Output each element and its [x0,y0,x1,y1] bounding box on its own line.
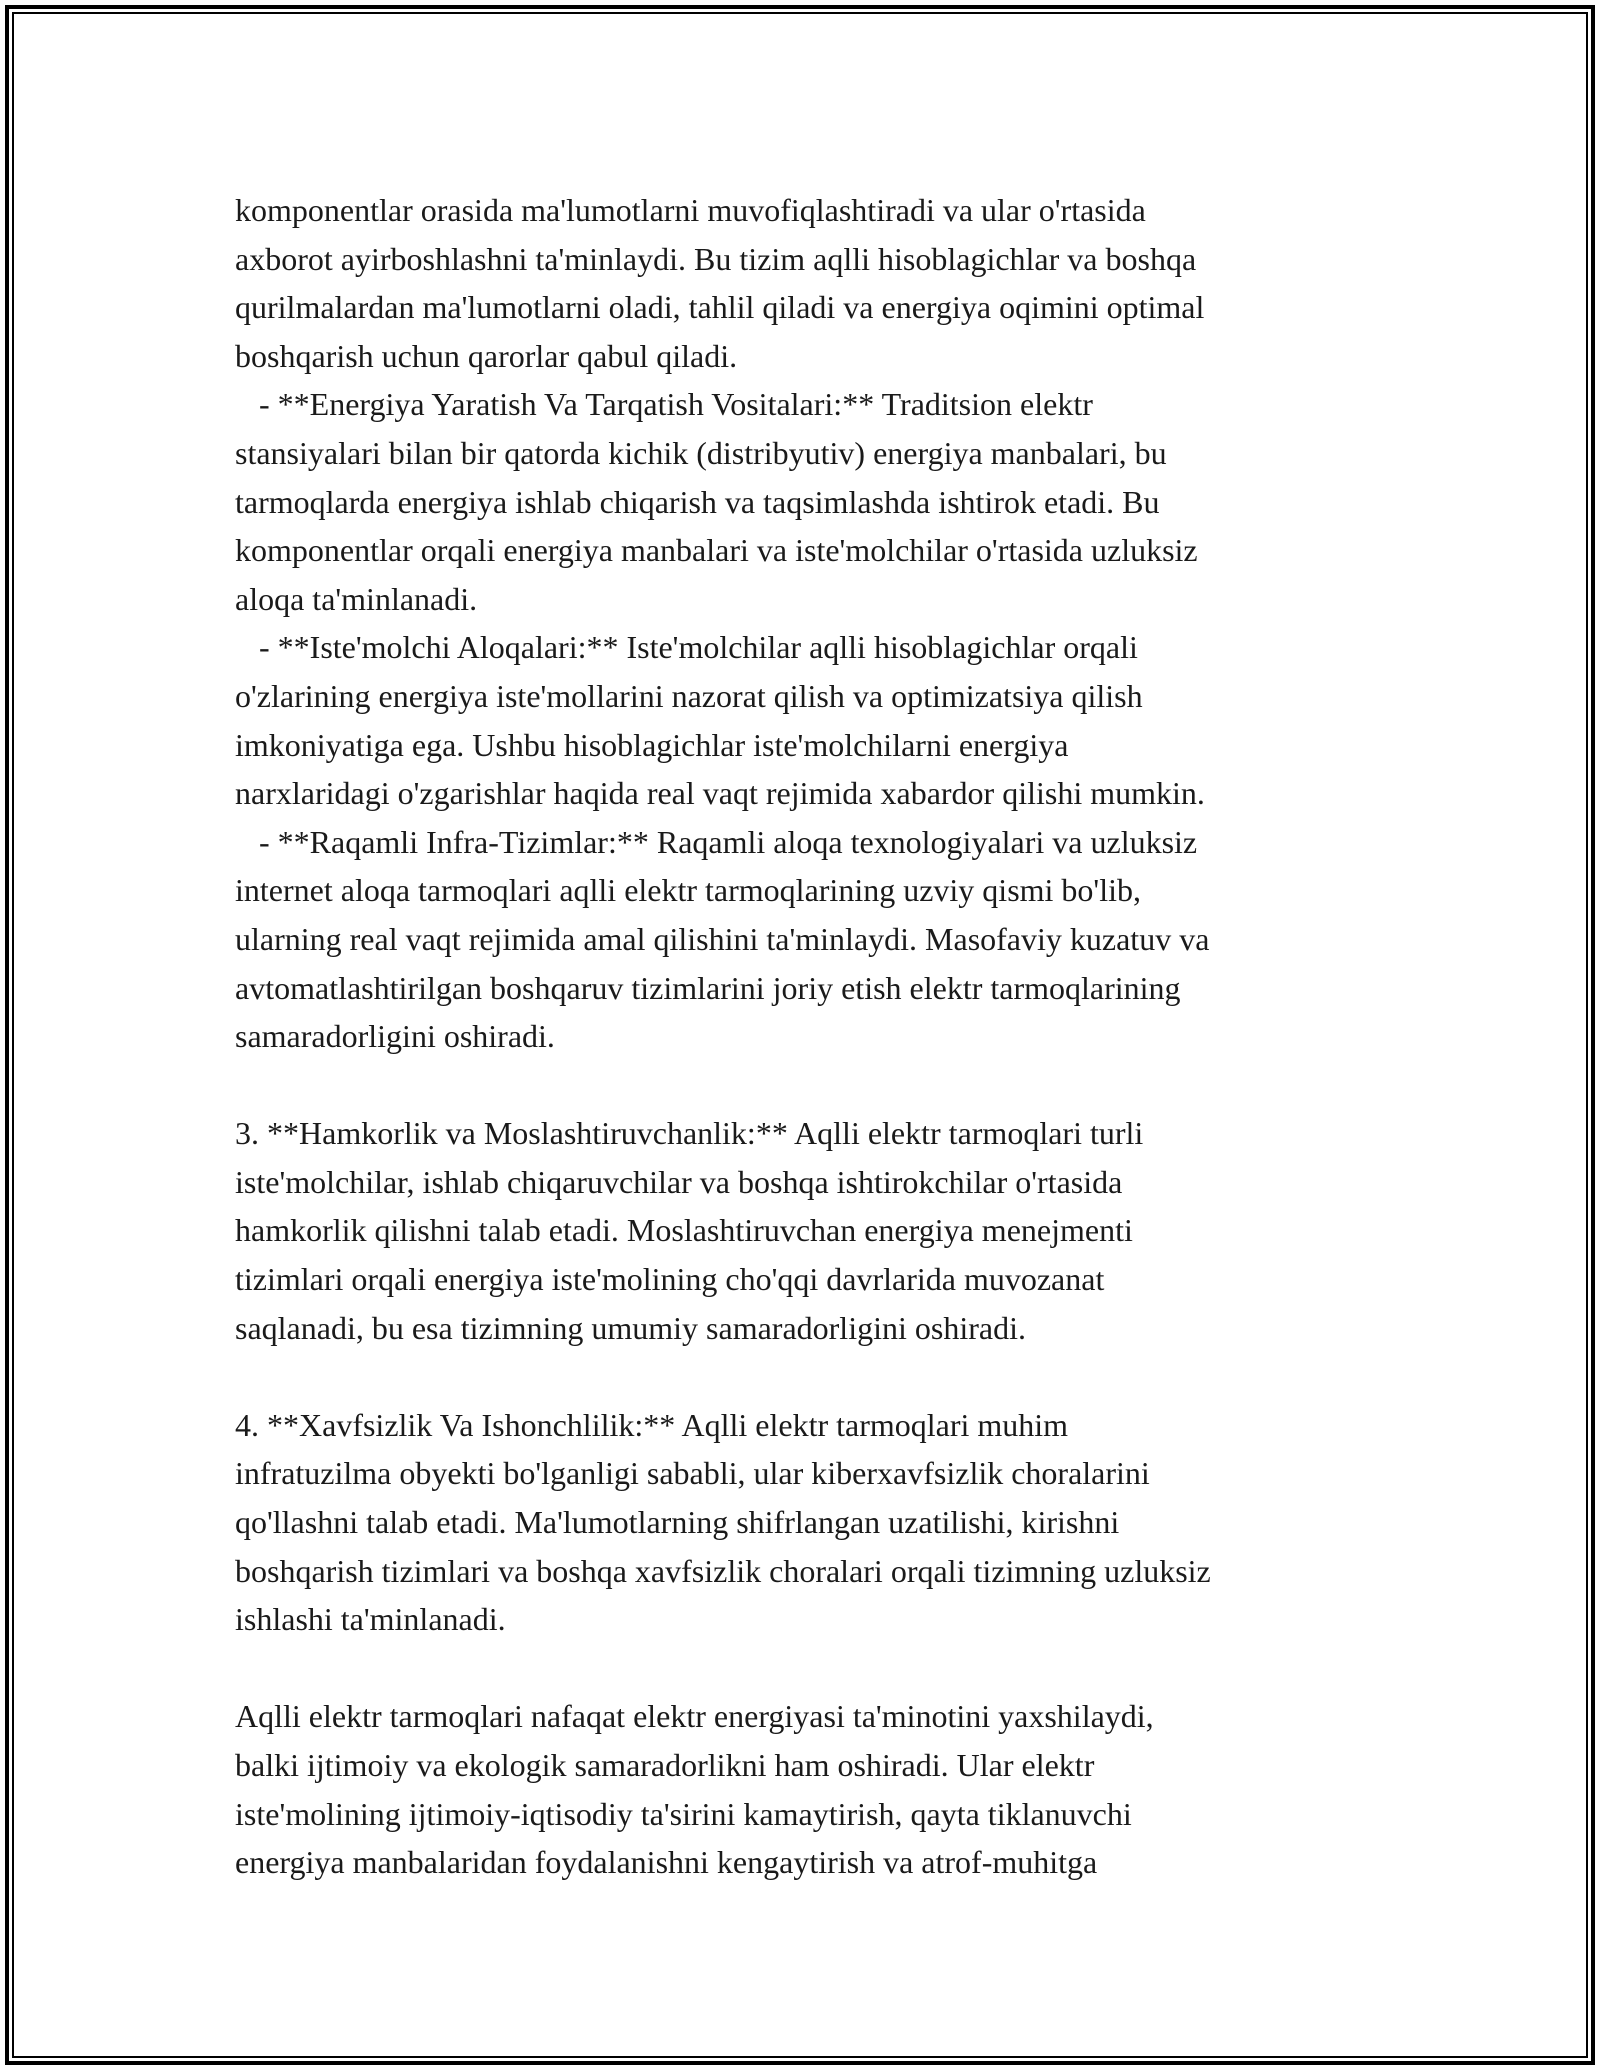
text-line: stansiyalari bilan bir qatorda kichik (distribyutiv) energiya manbalari, bu [235,434,1167,471]
text-line: axborot ayirboshlashni ta'minlaydi. Bu tizim aqlli hisoblagichlar va boshqa [235,240,1197,277]
text-line: samaradorligini oshiradi. [235,1018,555,1055]
text-line: komponentlar orqali energiya manbalari va iste'molchilar o'rtasida uzluksiz [235,532,1198,569]
text-line: internet aloqa tarmoqlari aqlli elektr tarmoqlarining uzviy qismi bo'lib, [235,872,1141,909]
text-line: ishlashi ta'minlanadi. [235,1601,506,1638]
closing-paragraph-line: Aqlli elektr tarmoqlari nafaqat elektr energiyasi ta'minotini yaxshilaydi, [235,1698,1154,1735]
list-item-digital-infra: - **Raqamli Infra-Tizimlar:** Raqamli aloqa texnologiyalari va uzluksiz [235,823,1198,860]
list-item-energy-generation: - **Energiya Yaratish Va Tarqatish Vositalari:** Traditsion elektr [235,386,1093,423]
text-line: qo'llashni talab etadi. Ma'lumotlarning shifrlangan uzatilishi, kirishni [235,1504,1120,1541]
paragraph-gap [235,1061,1385,1110]
text-line: boshqarish tizimlari va boshqa xavfsizlik choralari orqali tizimning uzluksiz [235,1552,1211,1589]
text-line: saqlanadi, bu esa tizimning umumiy samaradorligini oshiradi. [235,1309,1026,1346]
list-item-consumer-links: - **Iste'molchi Aloqalari:** Iste'molchilar aqlli hisoblagichlar orqali [235,629,1138,666]
text-line: o'zlarining energiya iste'mollarini nazorat qilish va optimizatsiya qilish [235,677,1143,714]
text-line: tizimlari orqali energiya iste'molining cho'qqi davrlarida muvozanat [235,1261,1105,1298]
text-line: aloqa ta'minlanadi. [235,580,478,617]
paragraph-gap [235,1352,1385,1401]
document-body [235,186,1385,1887]
text-line: narxlaridagi o'zgarishlar haqida real vaqt rejimida xabardor qilishi mumkin. [235,775,1205,812]
section-3-heading: 3. **Hamkorlik va Moslashtiruvchanlik:** Aqlli elektr tarmoqlari turli [235,1115,1144,1152]
text-line: hamkorlik qilishni talab etadi. Moslashtiruvchan energiya menejmenti [235,1212,1133,1249]
text-line: avtomatlashtirilgan boshqaruv tizimlarini joriy etish elektr tarmoqlarining [235,969,1181,1006]
text-line: iste'molining ijtimoiy-iqtisodiy ta'sirini kamaytirish, qayta tiklanuvchi [235,1795,1132,1832]
text-line: tarmoqlarda energiya ishlab chiqarish va taqsimlashda ishtirok etadi. Bu [235,483,1160,520]
text-line: energiya manbalaridan foydalanishni kengaytirish va atrof-muhitga [235,1844,1098,1881]
text-line: infratuzilma obyekti bo'lganligi sababli, ular kiberxavfsizlik choralarini [235,1455,1150,1492]
paragraph-gap [235,1644,1385,1693]
text-line: komponentlar orasida ma'lumotlarni muvofiqlashtiradi va ular o'rtasida [235,192,1146,228]
text-line: ularning real vaqt rejimida amal qilishini ta'minlaydi. Masofaviy kuzatuv va [235,920,1210,957]
text-line: iste'molchilar, ishlab chiqaruvchilar va boshqa ishtirokchilar o'rtasida [235,1163,1123,1200]
text-line: imkoniyatiga ega. Ushbu hisoblagichlar iste'molchilarni energiya [235,726,1069,763]
text-line: qurilmalardan ma'lumotlarni oladi, tahlil qiladi va energiya oqimini optimal [235,289,1205,326]
text-line: boshqarish uchun qarorlar qabul qiladi. [235,337,738,374]
text-line: balki ijtimoiy va ekologik samaradorlikni ham oshiradi. Ular elektr [235,1747,1095,1783]
section-4-heading: 4. **Xavfsizlik Va Ishonchlilik:** Aqlli elektr tarmoqlari muhim [235,1406,1069,1443]
